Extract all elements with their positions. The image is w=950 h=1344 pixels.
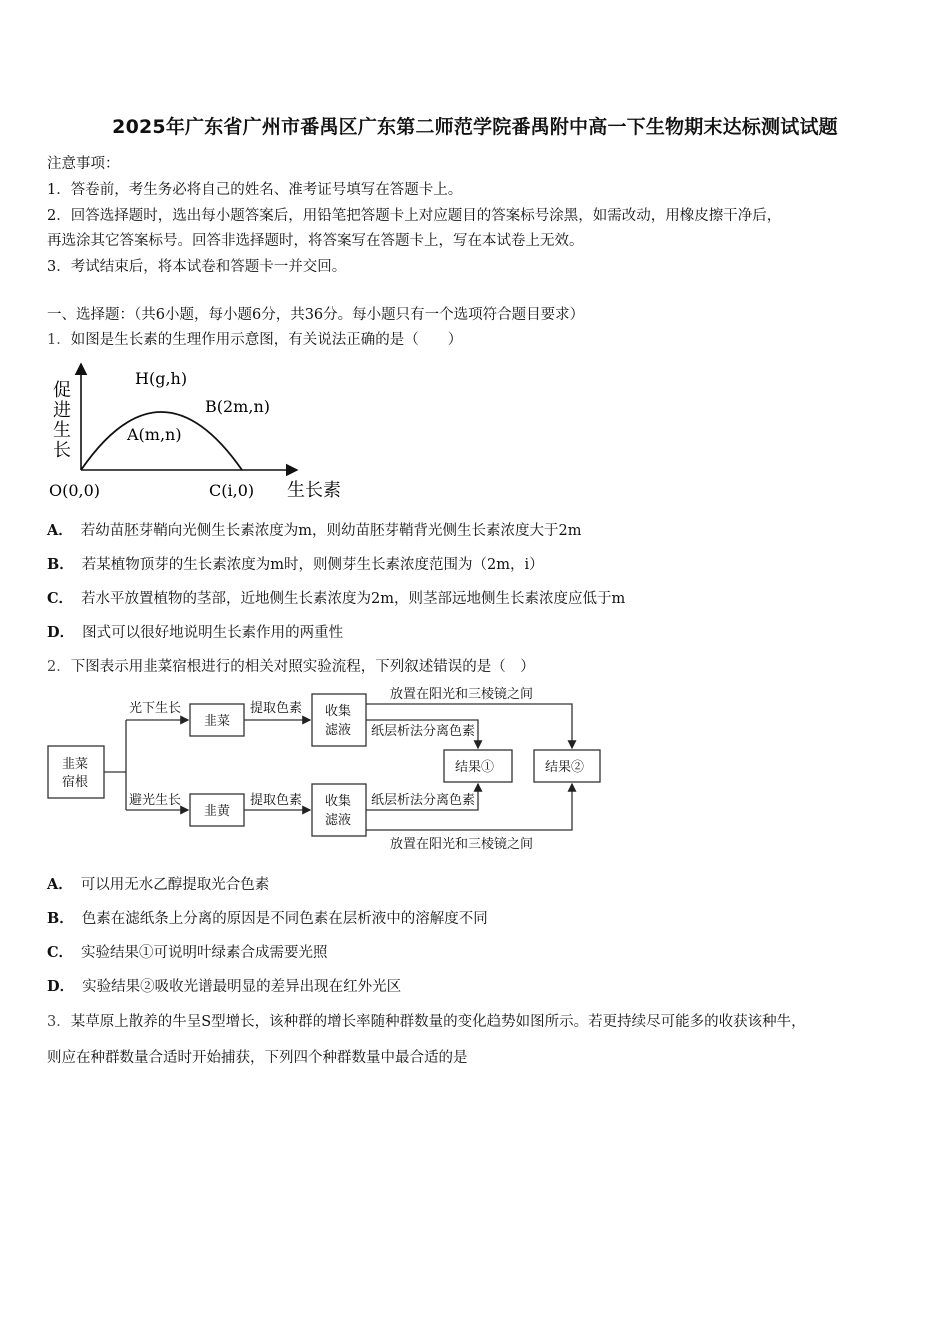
y-label-char: 生 xyxy=(53,420,71,441)
option-a xyxy=(47,873,269,894)
prism-label-top: 放置在阳光和三棱镜之间 xyxy=(390,687,534,702)
question-text: 某草原上散养的牛呈S型增长，该种群的增长率随种群数量的变化趋势如图所示。若更持续尽可能多的收获该种牛， xyxy=(70,1014,806,1030)
result-1-label: 结果① xyxy=(455,760,495,775)
notice-item: 2．回答选择题时，选出每小题答案后，用铅笔把答题卡上对应题目的答案标号涂黑，如需改动，用橡皮擦干净后， xyxy=(47,208,782,224)
option-b xyxy=(47,907,488,928)
question-2-stem xyxy=(47,655,535,676)
jiucai-label: 韭菜 xyxy=(204,714,231,729)
option-letter: D． xyxy=(47,624,75,641)
option-b xyxy=(47,553,544,574)
option-c xyxy=(47,941,328,962)
notice-item: 再选涂其它答案标号。回答非选择题时，将答案写在答题卡上，写在本试卷上无效。 xyxy=(47,233,584,249)
dark-grow-label: 避光生长 xyxy=(129,793,182,808)
point-h-label: H(g,h) xyxy=(135,369,188,388)
result-2-label: 结果② xyxy=(545,760,585,775)
collect-label: 收集 xyxy=(325,794,352,809)
y-label-char: 长 xyxy=(53,440,71,461)
option-c xyxy=(47,587,625,608)
page-title: 2025年广东省广州市番禺区广东第二师范学院番禺附中高一下生物期末达标测试试题 xyxy=(112,116,838,138)
extract-label-top: 提取色素 xyxy=(250,701,303,716)
option-a xyxy=(47,519,582,540)
question-number: 2． xyxy=(47,659,71,675)
question-number: 3． xyxy=(47,1014,71,1030)
question-3-stem-continued: 则应在种群数量合适时开始捕获，下列四个种群数量中最合适的是 xyxy=(47,1050,468,1066)
option-d xyxy=(47,975,401,996)
option-letter: A． xyxy=(47,522,73,539)
option-letter: B． xyxy=(47,910,74,927)
x-axis-label: 生长素 xyxy=(287,480,341,501)
point-c-label: C(i,0) xyxy=(209,481,255,500)
option-text: 图式可以很好地说明生长素作用的两重性 xyxy=(82,625,344,641)
collect-label: 滤液 xyxy=(325,723,352,738)
chromatography-label-top: 纸层析法分离色素 xyxy=(371,724,476,739)
section-heading: 一、选择题：（共6小题，每小题6分，共36分。每小题只有一个选项符合题目要求） xyxy=(47,307,585,323)
experiment-flowchart xyxy=(0,682,620,858)
root-box xyxy=(48,746,104,798)
auxin-graph xyxy=(45,358,365,504)
collect-label: 滤液 xyxy=(325,813,352,828)
point-a-label: A(m,n) xyxy=(127,425,182,444)
option-text: 若水平放置植物的茎部，近地侧生长素浓度为2m，则茎部远地侧生长素浓度应低于m xyxy=(81,591,626,607)
option-letter: C． xyxy=(47,590,74,607)
jiuhuang-label: 韭黄 xyxy=(204,804,231,819)
option-text: 若幼苗胚芽鞘向光侧生长素浓度为m，则幼苗胚芽鞘背光侧生长素浓度大于2m xyxy=(80,523,582,539)
root-label: 宿根 xyxy=(62,775,89,790)
option-text: 可以用无水乙醇提取光合色素 xyxy=(80,877,270,893)
option-d xyxy=(47,621,343,642)
option-text: 实验结果②吸收光谱最明显的差异出现在红外光区 xyxy=(82,979,402,995)
question-text: 如图是生长素的生理作用示意图，有关说法正确的是（ ） xyxy=(70,332,463,348)
option-text: 色素在滤纸条上分离的原因是不同色素在层析液中的溶解度不同 xyxy=(81,911,488,927)
collect-box-bottom xyxy=(312,784,366,836)
option-letter: C． xyxy=(47,944,74,961)
notice-item: 1．答卷前，考生务必将自己的姓名、准考证号填写在答题卡上。 xyxy=(47,182,463,198)
notice-heading: 注意事项： xyxy=(47,156,120,172)
question-1-stem xyxy=(47,328,462,349)
collect-box-top xyxy=(312,694,366,746)
extract-label-bottom: 提取色素 xyxy=(250,793,303,808)
root-label: 韭菜 xyxy=(62,757,89,772)
option-text: 若某植物顶芽的生长素浓度为m时，则侧芽生长素浓度范围为（2m，i） xyxy=(81,557,544,573)
question-text: 下图表示用韭菜宿根进行的相关对照实验流程，下列叙述错误的是（ ） xyxy=(70,659,535,675)
option-letter: D． xyxy=(47,978,75,995)
option-letter: A． xyxy=(47,876,73,893)
origin-label: O(0,0) xyxy=(49,481,101,500)
notice-item: 3．考试结束后，将本试卷和答题卡一并交回。 xyxy=(47,259,347,275)
y-label-char: 促 xyxy=(53,380,71,401)
light-grow-label: 光下生长 xyxy=(129,701,182,716)
collect-label: 收集 xyxy=(325,704,352,719)
prism-label-bottom: 放置在阳光和三棱镜之间 xyxy=(390,837,534,852)
question-number: 1． xyxy=(47,332,71,348)
chromatography-label-bottom: 纸层析法分离色素 xyxy=(371,793,476,808)
point-b-label: B(2m,n) xyxy=(205,397,270,416)
y-label-char: 进 xyxy=(53,400,71,421)
option-text: 实验结果①可说明叶绿素合成需要光照 xyxy=(81,945,328,961)
question-3-stem xyxy=(47,1010,806,1031)
option-letter: B． xyxy=(47,556,74,573)
